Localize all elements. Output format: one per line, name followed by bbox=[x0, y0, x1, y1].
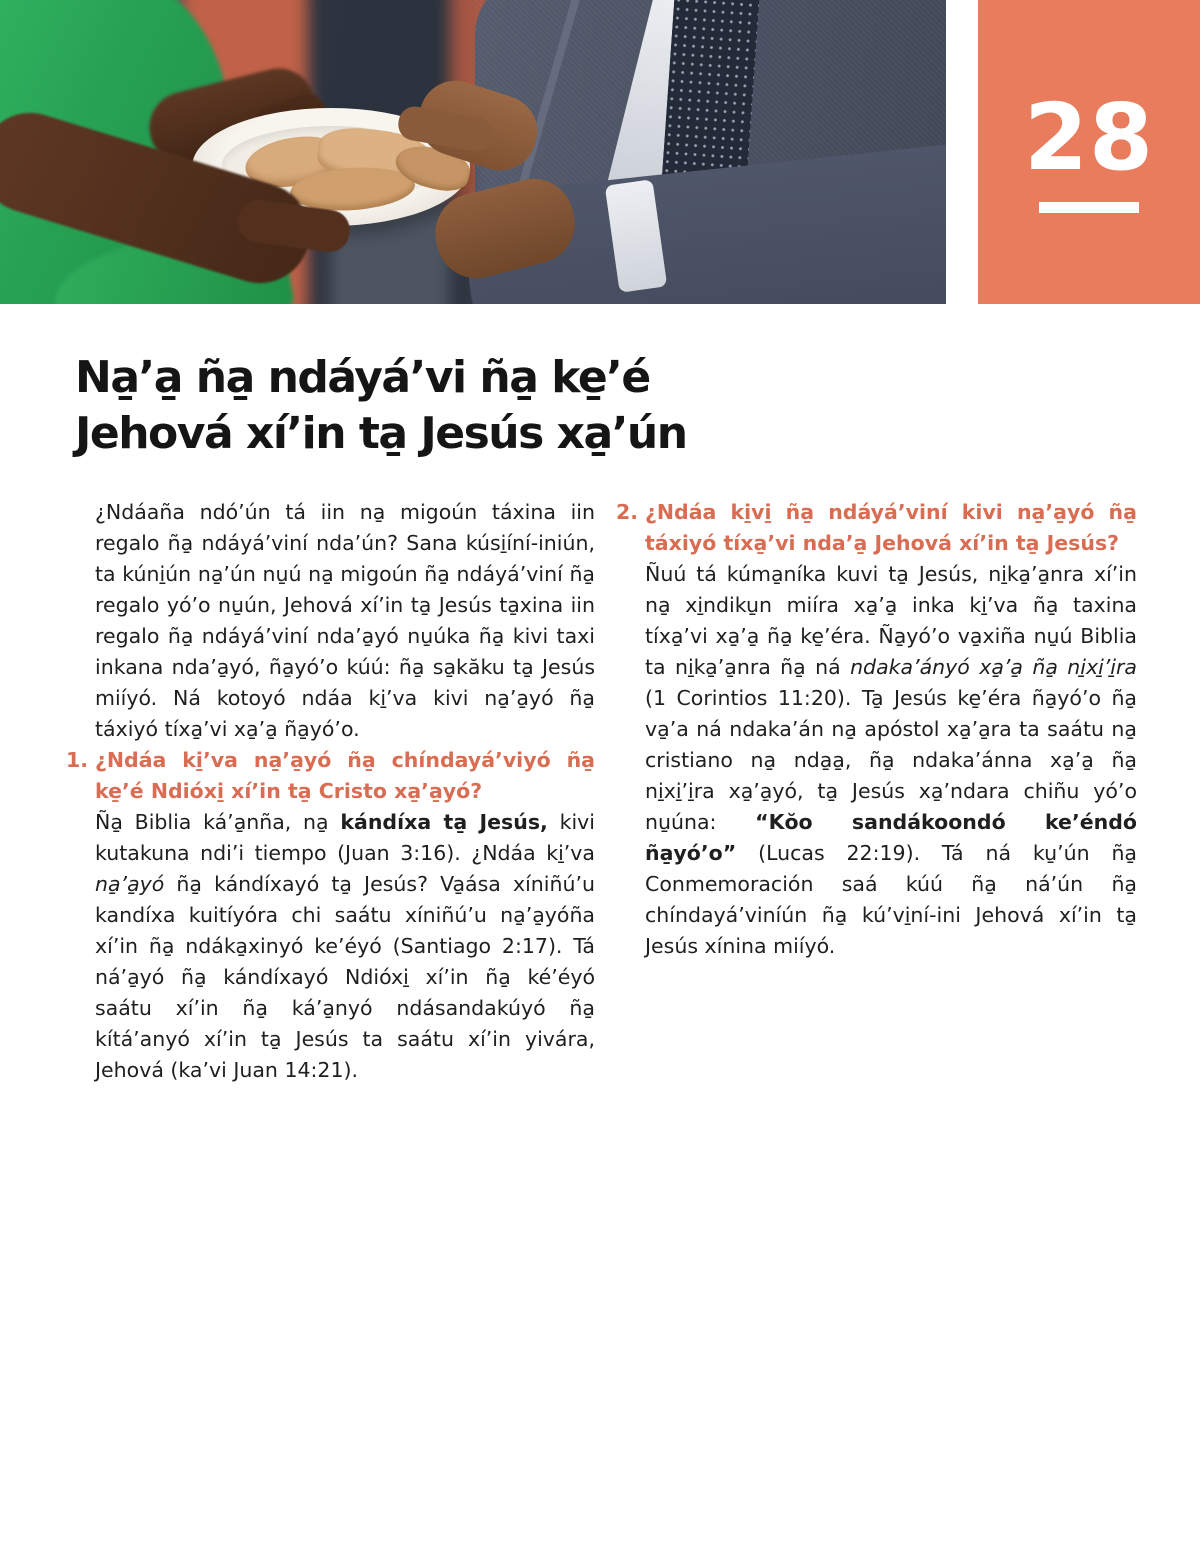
question-2-number: 2. bbox=[615, 500, 638, 524]
text-segment: Ñuú tá kúma̱níka kuvi ta̱ Jesús, ni̱ka̱’a̱nra xí’in na̱ xi̱ndiku̱n miíra xa̱’a̱ inka ki̱’va ña̱ taxina tíxa̱’vi xa̱’a̱ ña̱ ke̱’éra. Ña̱yó’o va̱xiña nu̱ú Biblia ta ni̱ka̱’a̱nra ña̱ ná bbox=[645, 562, 1137, 679]
text-segment: Ña̱ Biblia ká’a̱nña, na̱ bbox=[95, 810, 341, 834]
text-segment: (1 Corintios 11:20). Ta̱ Jesús ke̱’éra ña̱yó’o ña̱ va̱’a ná ndaka’án na̱ apóstol xa̱’a̱ra ta saátu na̱ cristiano na̱ nda̱a̱, ña̱ ndaka’ánna xa̱’a̱ ña̱ ni̱xi̱’i̱ra xa̱’a̱yó, ta̱ Jesús xa̱’ndara chiñu yó’o nu̱úna: bbox=[645, 686, 1137, 834]
column-left bbox=[65, 497, 595, 1086]
text-segment: na̱’a̱yó bbox=[95, 872, 165, 896]
question-2-answer bbox=[645, 559, 1137, 962]
text-segment: kivi kutakuna ndi’i tiempo (Juan 3:16). ¿Ndáa ki̱’va bbox=[95, 810, 595, 865]
title-line-2: Jehová xí’in ta̱ Jesús xa̱’ún bbox=[75, 408, 687, 459]
memorial-bread-photo bbox=[0, 0, 946, 304]
chapter-number-box bbox=[978, 0, 1200, 304]
question-1-number: 1. bbox=[65, 748, 88, 772]
title-line-1: Na̱’a̱ ña̱ ndáyá’vi ña̱ ke̱’é bbox=[75, 352, 650, 403]
intro-paragraph: ¿Ndáaña ndó’ún tá iin na̱ migoún táxina iin regalo ña̱ ndáyá’viní nda’ún? Sana kúsi̱íní-iniún, ta kúni̱ún na̱’ún nu̱ú na̱ migoún ña̱ ndáyá’viní ña̱ regalo yó’o nu̱ún, Jehová xí’in ta̱ Jesús ta̱xina iin regalo ña̱ ndáyá’viní nda’a̱yó nu̱úka ña̱ kivi taxi inkana nda’a̱yó, ña̱yó’o kúú: ña̱ sa̱kăku ta̱ Jesús miíyó. Ná kotoyó ndáa ki̱’va kivi na̱’a̱yó ña̱ táxiyó tíxa̱’vi xa̱’a̱ ña̱yó’o. bbox=[95, 500, 595, 741]
question-2-text: ¿Ndáa ki̱vi̱ ña̱ ndáyá’viní kivi na̱’a̱yó ña̱ táxiyó tíxa̱’vi nda’a̱ Jehová xí’in ta̱ Jesús? bbox=[645, 500, 1137, 555]
text-segment: kándíxa ta̱ Jesús, bbox=[340, 810, 548, 834]
text-segment: ña̱ kándíxayó ta̱ Jesús? Va̱ása xíniñú’u kandíxa kuitíyóra chi saátu xíniñú’u na̱’a̱yóña xí’in ña̱ ndáka̱xinyó ke’éyó (Santiago 2:17). Tá ná’a̱yó ña̱ kándíxayó Ndióxi̱ xí’in ña̱ ké’éyó saátu xí’in ña̱ ká’a̱nyó ndásandakúyó ña̱ kítá’anyó xí’in ta̱ Jesús ta saátu xí’in yivára, Jehová (ka’vi Juan 14:21). bbox=[95, 872, 595, 1082]
question-1-answer bbox=[95, 807, 595, 1086]
text-segment: ndaka’ányó xa̱’a̱ ña̱ ni̱xi̱’i̱ra bbox=[850, 655, 1137, 679]
question-1-text: ¿Ndáa ki̱’va na̱’a̱yó ña̱ chíndayá’viyó ña̱ ke̱’é Ndióxi̱ xí’in ta̱ Cristo xa̱’a̱yó? bbox=[95, 748, 595, 803]
question-1-block bbox=[65, 745, 595, 1086]
chapter-number: 28 bbox=[1023, 83, 1155, 191]
chapter-underline bbox=[1039, 202, 1139, 213]
text-segment: (Lucas 22:19). Tá ná ku̱’ún ña̱ Conmemoración saá kúú ña̱ ná’ún ña̱ chíndayá’viníún ña̱ kú’vi̱ní-ini Jehová xí’in ta̱ Jesús xínina miíyó. bbox=[645, 841, 1137, 958]
article-title bbox=[75, 350, 687, 462]
text-segment: “Kŏo sandákoondó ke’éndó ña̱yó’o” bbox=[645, 810, 1137, 865]
question-1-heading bbox=[65, 745, 595, 807]
question-2-heading bbox=[615, 497, 1137, 559]
column-right bbox=[615, 497, 1137, 962]
question-2-block bbox=[615, 497, 1137, 962]
